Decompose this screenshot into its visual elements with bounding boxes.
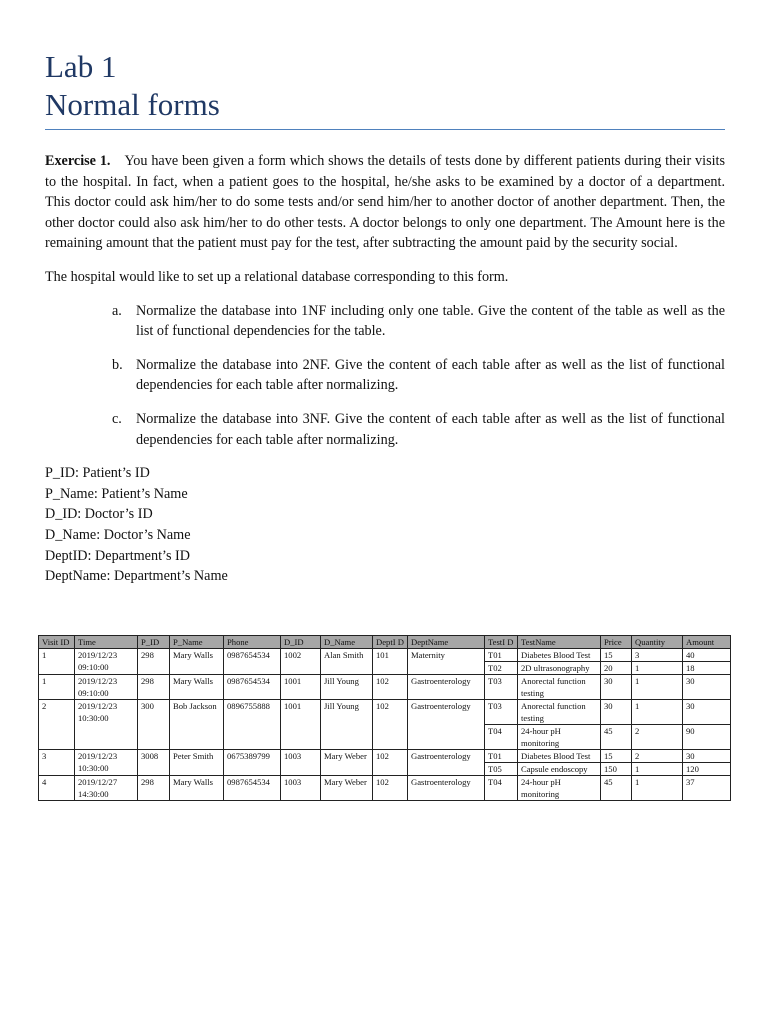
table-cell: 1 bbox=[632, 662, 683, 675]
table-cell: Gastroenterology bbox=[408, 675, 485, 700]
task-item bbox=[45, 355, 725, 396]
exercise-label: Exercise 1. bbox=[45, 153, 111, 169]
definition-item: DeptName: Department’s Name bbox=[45, 568, 228, 585]
table-cell: 3008 bbox=[138, 750, 170, 776]
definition-item: DeptID: Department’s ID bbox=[45, 547, 190, 564]
definition-item: P_ID: Patient’s ID bbox=[45, 465, 150, 482]
task-item bbox=[45, 409, 725, 450]
definitions-list bbox=[45, 463, 725, 587]
table-cell: 3 bbox=[632, 649, 683, 662]
task-marker: c. bbox=[112, 410, 122, 427]
visits-table bbox=[38, 635, 731, 801]
table-cell: Anorectal function testing bbox=[518, 675, 601, 700]
table-cell: T03 bbox=[485, 700, 518, 725]
table-cell: T04 bbox=[485, 776, 518, 801]
table-cell: Mary Walls bbox=[170, 776, 224, 801]
table-cell: 0987654534 bbox=[224, 675, 281, 700]
table-cell: 1 bbox=[39, 649, 75, 675]
table-cell: 298 bbox=[138, 649, 170, 675]
table-cell: 1 bbox=[632, 700, 683, 725]
table-cell: 30 bbox=[683, 750, 731, 763]
table-cell: 1003 bbox=[281, 750, 321, 776]
table-cell: 2 bbox=[39, 700, 75, 750]
table-cell: 30 bbox=[601, 675, 632, 700]
table-cell: 102 bbox=[373, 700, 408, 750]
table-cell: Gastroenterology bbox=[408, 700, 485, 750]
table-row bbox=[39, 776, 731, 801]
table-cell: Alan Smith bbox=[321, 649, 373, 675]
table-cell: 0987654534 bbox=[224, 649, 281, 675]
table-cell: Mary Weber bbox=[321, 750, 373, 776]
table-cell: Mary Weber bbox=[321, 776, 373, 801]
table-cell: Jill Young bbox=[321, 700, 373, 750]
column-header: Price bbox=[601, 636, 632, 649]
table-cell: Capsule endoscopy bbox=[518, 763, 601, 776]
table-cell: 2 bbox=[632, 750, 683, 763]
table-cell: 101 bbox=[373, 649, 408, 675]
table-cell: 2019/12/23 10:30:00 bbox=[75, 700, 138, 750]
table-cell: 2019/12/23 09:10:00 bbox=[75, 675, 138, 700]
table-cell: Gastroenterology bbox=[408, 776, 485, 801]
table-cell: 0675389799 bbox=[224, 750, 281, 776]
table-cell: 298 bbox=[138, 776, 170, 801]
task-marker: a. bbox=[112, 302, 122, 319]
title-divider bbox=[45, 129, 725, 130]
intro-paragraph: The hospital would like to set up a relational database corresponding to this form. bbox=[45, 268, 509, 285]
table-cell: 2D ultrasonography bbox=[518, 662, 601, 675]
task-marker: b. bbox=[112, 356, 123, 373]
table-row bbox=[39, 700, 731, 725]
task-item bbox=[45, 301, 725, 342]
lab-title: Lab 1 bbox=[45, 49, 117, 84]
table-cell: 90 bbox=[683, 725, 731, 750]
column-header: D_ID bbox=[281, 636, 321, 649]
table-cell: 24-hour pH monitoring bbox=[518, 725, 601, 750]
table-cell: 24-hour pH monitoring bbox=[518, 776, 601, 801]
table-cell: 30 bbox=[683, 675, 731, 700]
table-cell: 15 bbox=[601, 750, 632, 763]
table-cell: 102 bbox=[373, 776, 408, 801]
table-cell: 150 bbox=[601, 763, 632, 776]
table-cell: T03 bbox=[485, 675, 518, 700]
table-cell: 2019/12/23 09:10:00 bbox=[75, 649, 138, 675]
table-cell: Bob Jackson bbox=[170, 700, 224, 750]
table-cell: 298 bbox=[138, 675, 170, 700]
table-cell: Diabetes Blood Test bbox=[518, 750, 601, 763]
column-header: TestName bbox=[518, 636, 601, 649]
table-cell: 0896755888 bbox=[224, 700, 281, 750]
definition-item: D_Name: Doctor’s Name bbox=[45, 526, 191, 543]
exercise-body: You have been given a form which shows the details of tests done by different patients during their visits to the hospital. In fact, when a patient goes to the hospital, he/she asks to be examined by a doctor of a department. This doctor could ask him/her to do some tests and/or send him/her to another doctor of another department. Then, the other doctor could also ask him/her to do other tests. A doctor belongs to only one department. The Amount here is the remaining amount that the patient must pay for the test, after subtracting the amount paid by the security social. bbox=[45, 153, 726, 252]
column-header: TestI D bbox=[485, 636, 518, 649]
table-cell: Peter Smith bbox=[170, 750, 224, 776]
column-header: Phone bbox=[224, 636, 281, 649]
table-cell: Diabetes Blood Test bbox=[518, 649, 601, 662]
column-header: P_ID bbox=[138, 636, 170, 649]
table-cell: 15 bbox=[601, 649, 632, 662]
table-cell: 0987654534 bbox=[224, 776, 281, 801]
lab-subtitle: Normal forms bbox=[45, 87, 220, 122]
table-cell: Jill Young bbox=[321, 675, 373, 700]
table-cell: 40 bbox=[683, 649, 731, 662]
table-cell: 37 bbox=[683, 776, 731, 801]
task-list bbox=[45, 301, 725, 451]
task-text: Normalize the database into 1NF including only one table. Give the content of the table as well as the list of functional dependencies for the table. bbox=[136, 302, 725, 340]
table-cell: 120 bbox=[683, 763, 731, 776]
table-cell: 2019/12/23 10:30:00 bbox=[75, 750, 138, 776]
table-row bbox=[39, 649, 731, 662]
table-cell: 1 bbox=[632, 675, 683, 700]
table-cell: Gastroenterology bbox=[408, 750, 485, 776]
table-header-row bbox=[39, 636, 731, 649]
table-cell: 2 bbox=[632, 725, 683, 750]
column-header: Quantity bbox=[632, 636, 683, 649]
task-text: Normalize the database into 3NF. Give the content of each table after as well as the list of functional dependencies for each table after normalizing. bbox=[136, 410, 725, 448]
table-cell: Mary Walls bbox=[170, 675, 224, 700]
table-cell: 45 bbox=[601, 776, 632, 801]
table-cell: Anorectal function testing bbox=[518, 700, 601, 725]
table-cell: T01 bbox=[485, 750, 518, 763]
table-cell: 1002 bbox=[281, 649, 321, 675]
table-cell: 20 bbox=[601, 662, 632, 675]
column-header: P_Name bbox=[170, 636, 224, 649]
column-header: Time bbox=[75, 636, 138, 649]
column-header: DeptI D bbox=[373, 636, 408, 649]
document-page bbox=[45, 44, 725, 587]
table-cell: 3 bbox=[39, 750, 75, 776]
table-cell: T05 bbox=[485, 763, 518, 776]
definition-item: D_ID: Doctor’s ID bbox=[45, 506, 153, 523]
table-cell: 1003 bbox=[281, 776, 321, 801]
table-cell: 1 bbox=[39, 675, 75, 700]
table-row bbox=[39, 675, 731, 700]
table-cell: 1001 bbox=[281, 675, 321, 700]
table-cell: 1 bbox=[632, 763, 683, 776]
table-cell: 18 bbox=[683, 662, 731, 675]
table-cell: 1 bbox=[632, 776, 683, 801]
column-header: D_Name bbox=[321, 636, 373, 649]
table-cell: 2019/12/27 14:30:00 bbox=[75, 776, 138, 801]
table-cell: 30 bbox=[601, 700, 632, 725]
exercise-paragraph bbox=[45, 151, 725, 254]
table-cell: 45 bbox=[601, 725, 632, 750]
column-header: DeptName bbox=[408, 636, 485, 649]
table-cell: 4 bbox=[39, 776, 75, 801]
column-header: Visit ID bbox=[39, 636, 75, 649]
table-row bbox=[39, 750, 731, 763]
table-cell: T02 bbox=[485, 662, 518, 675]
table-cell: T01 bbox=[485, 649, 518, 662]
table-cell: T04 bbox=[485, 725, 518, 750]
column-header: Amount bbox=[683, 636, 731, 649]
table-cell: Maternity bbox=[408, 649, 485, 675]
task-text: Normalize the database into 2NF. Give the content of each table after as well as the list of functional dependencies for each table after normalizing. bbox=[136, 356, 725, 394]
table-cell: Mary Walls bbox=[170, 649, 224, 675]
table-cell: 300 bbox=[138, 700, 170, 750]
table-cell: 30 bbox=[683, 700, 731, 725]
table-cell: 1001 bbox=[281, 700, 321, 750]
table-cell: 102 bbox=[373, 675, 408, 700]
definition-item: P_Name: Patient’s Name bbox=[45, 485, 188, 502]
table-cell: 102 bbox=[373, 750, 408, 776]
